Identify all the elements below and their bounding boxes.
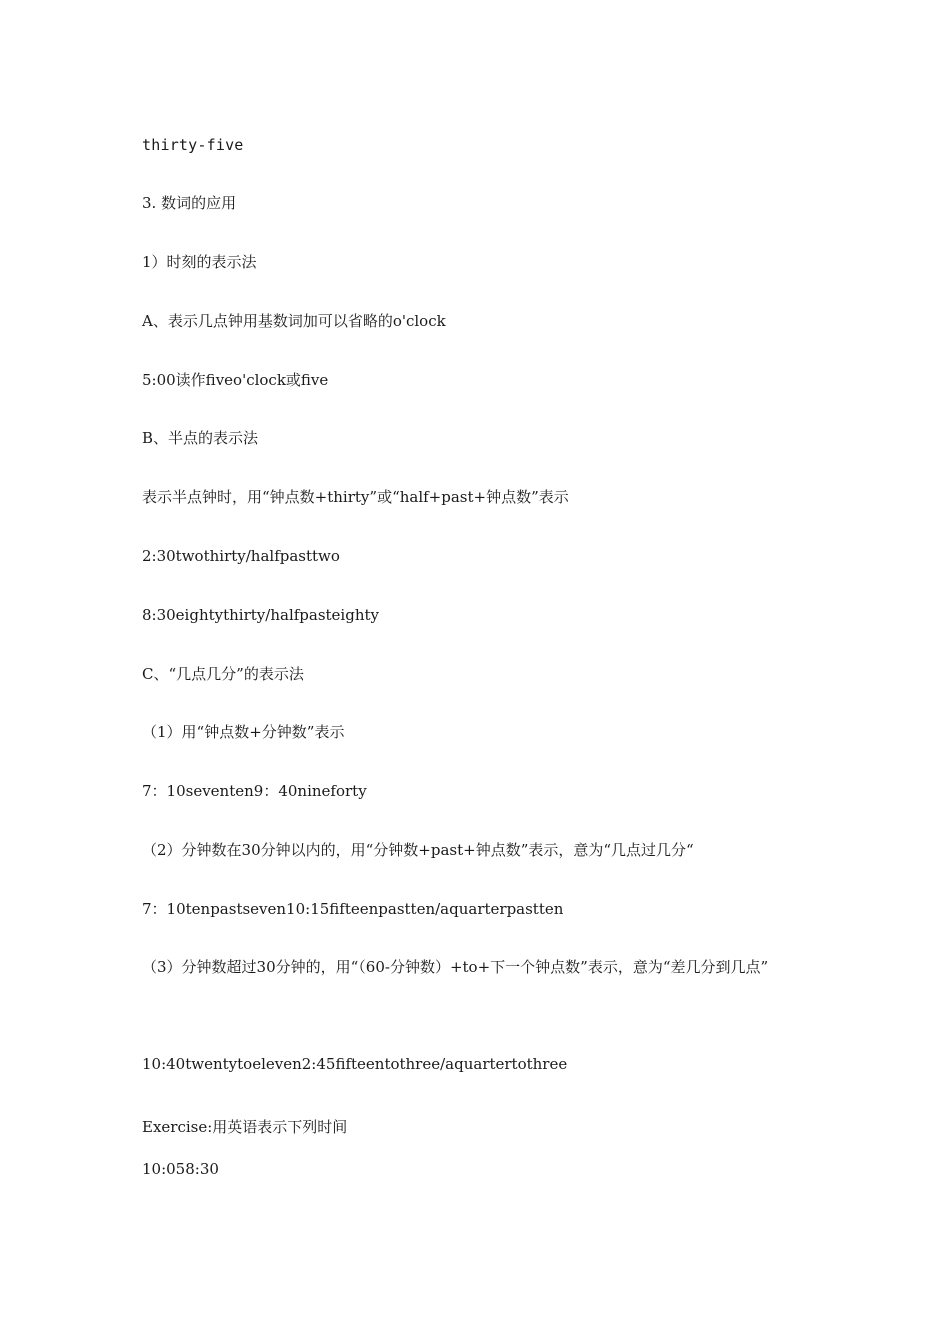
rule-2: （2）分钟数在30分钟以内的，用“分钟数+past+钟点数”表示，意为“几点过几分“ [142, 841, 694, 859]
text-line-thirty-five: thirty-five [142, 136, 244, 154]
example-rule-1: 7：10seventen9：40nineforty [142, 782, 367, 800]
exercise-times: 10:058:30 [142, 1160, 219, 1178]
example-eight-thirty: 8:30eightythirty/halfpasteighty [142, 606, 379, 624]
exercise-heading: Exercise:用英语表示下列时间 [142, 1118, 348, 1136]
rule-1: （1）用“钟点数+分钟数”表示 [142, 723, 345, 741]
example-five-oclock: 5:00读作fiveo'clock或five [142, 371, 329, 389]
point-b-heading: B、半点的表示法 [142, 429, 259, 447]
rule-3: （3）分钟数超过30分钟的，用“（60-分钟数）+to+下一个钟点数”表示，意为“差几分到几点” [142, 958, 769, 976]
subheading-time-expression: 1）时刻的表示法 [142, 253, 257, 271]
point-a-heading: A、表示几点钟用基数词加可以省略的o'clock [142, 312, 446, 330]
point-c-heading: C、“几点几分”的表示法 [142, 665, 304, 683]
half-hour-rule: 表示半点钟时，用“钟点数+thirty”或“half+past+钟点数”表示 [142, 488, 569, 506]
example-rule-2: 7：10tenpastseven10:15fifteenpastten/aquarterpastten [142, 900, 564, 918]
example-rule-3: 10:40twentytoeleven2:45fifteentothree/aquartertothree [142, 1055, 568, 1073]
example-two-thirty: 2:30twothirty/halfpasttwo [142, 547, 340, 565]
section-heading-numeral-usage: 3. 数词的应用 [142, 194, 237, 212]
